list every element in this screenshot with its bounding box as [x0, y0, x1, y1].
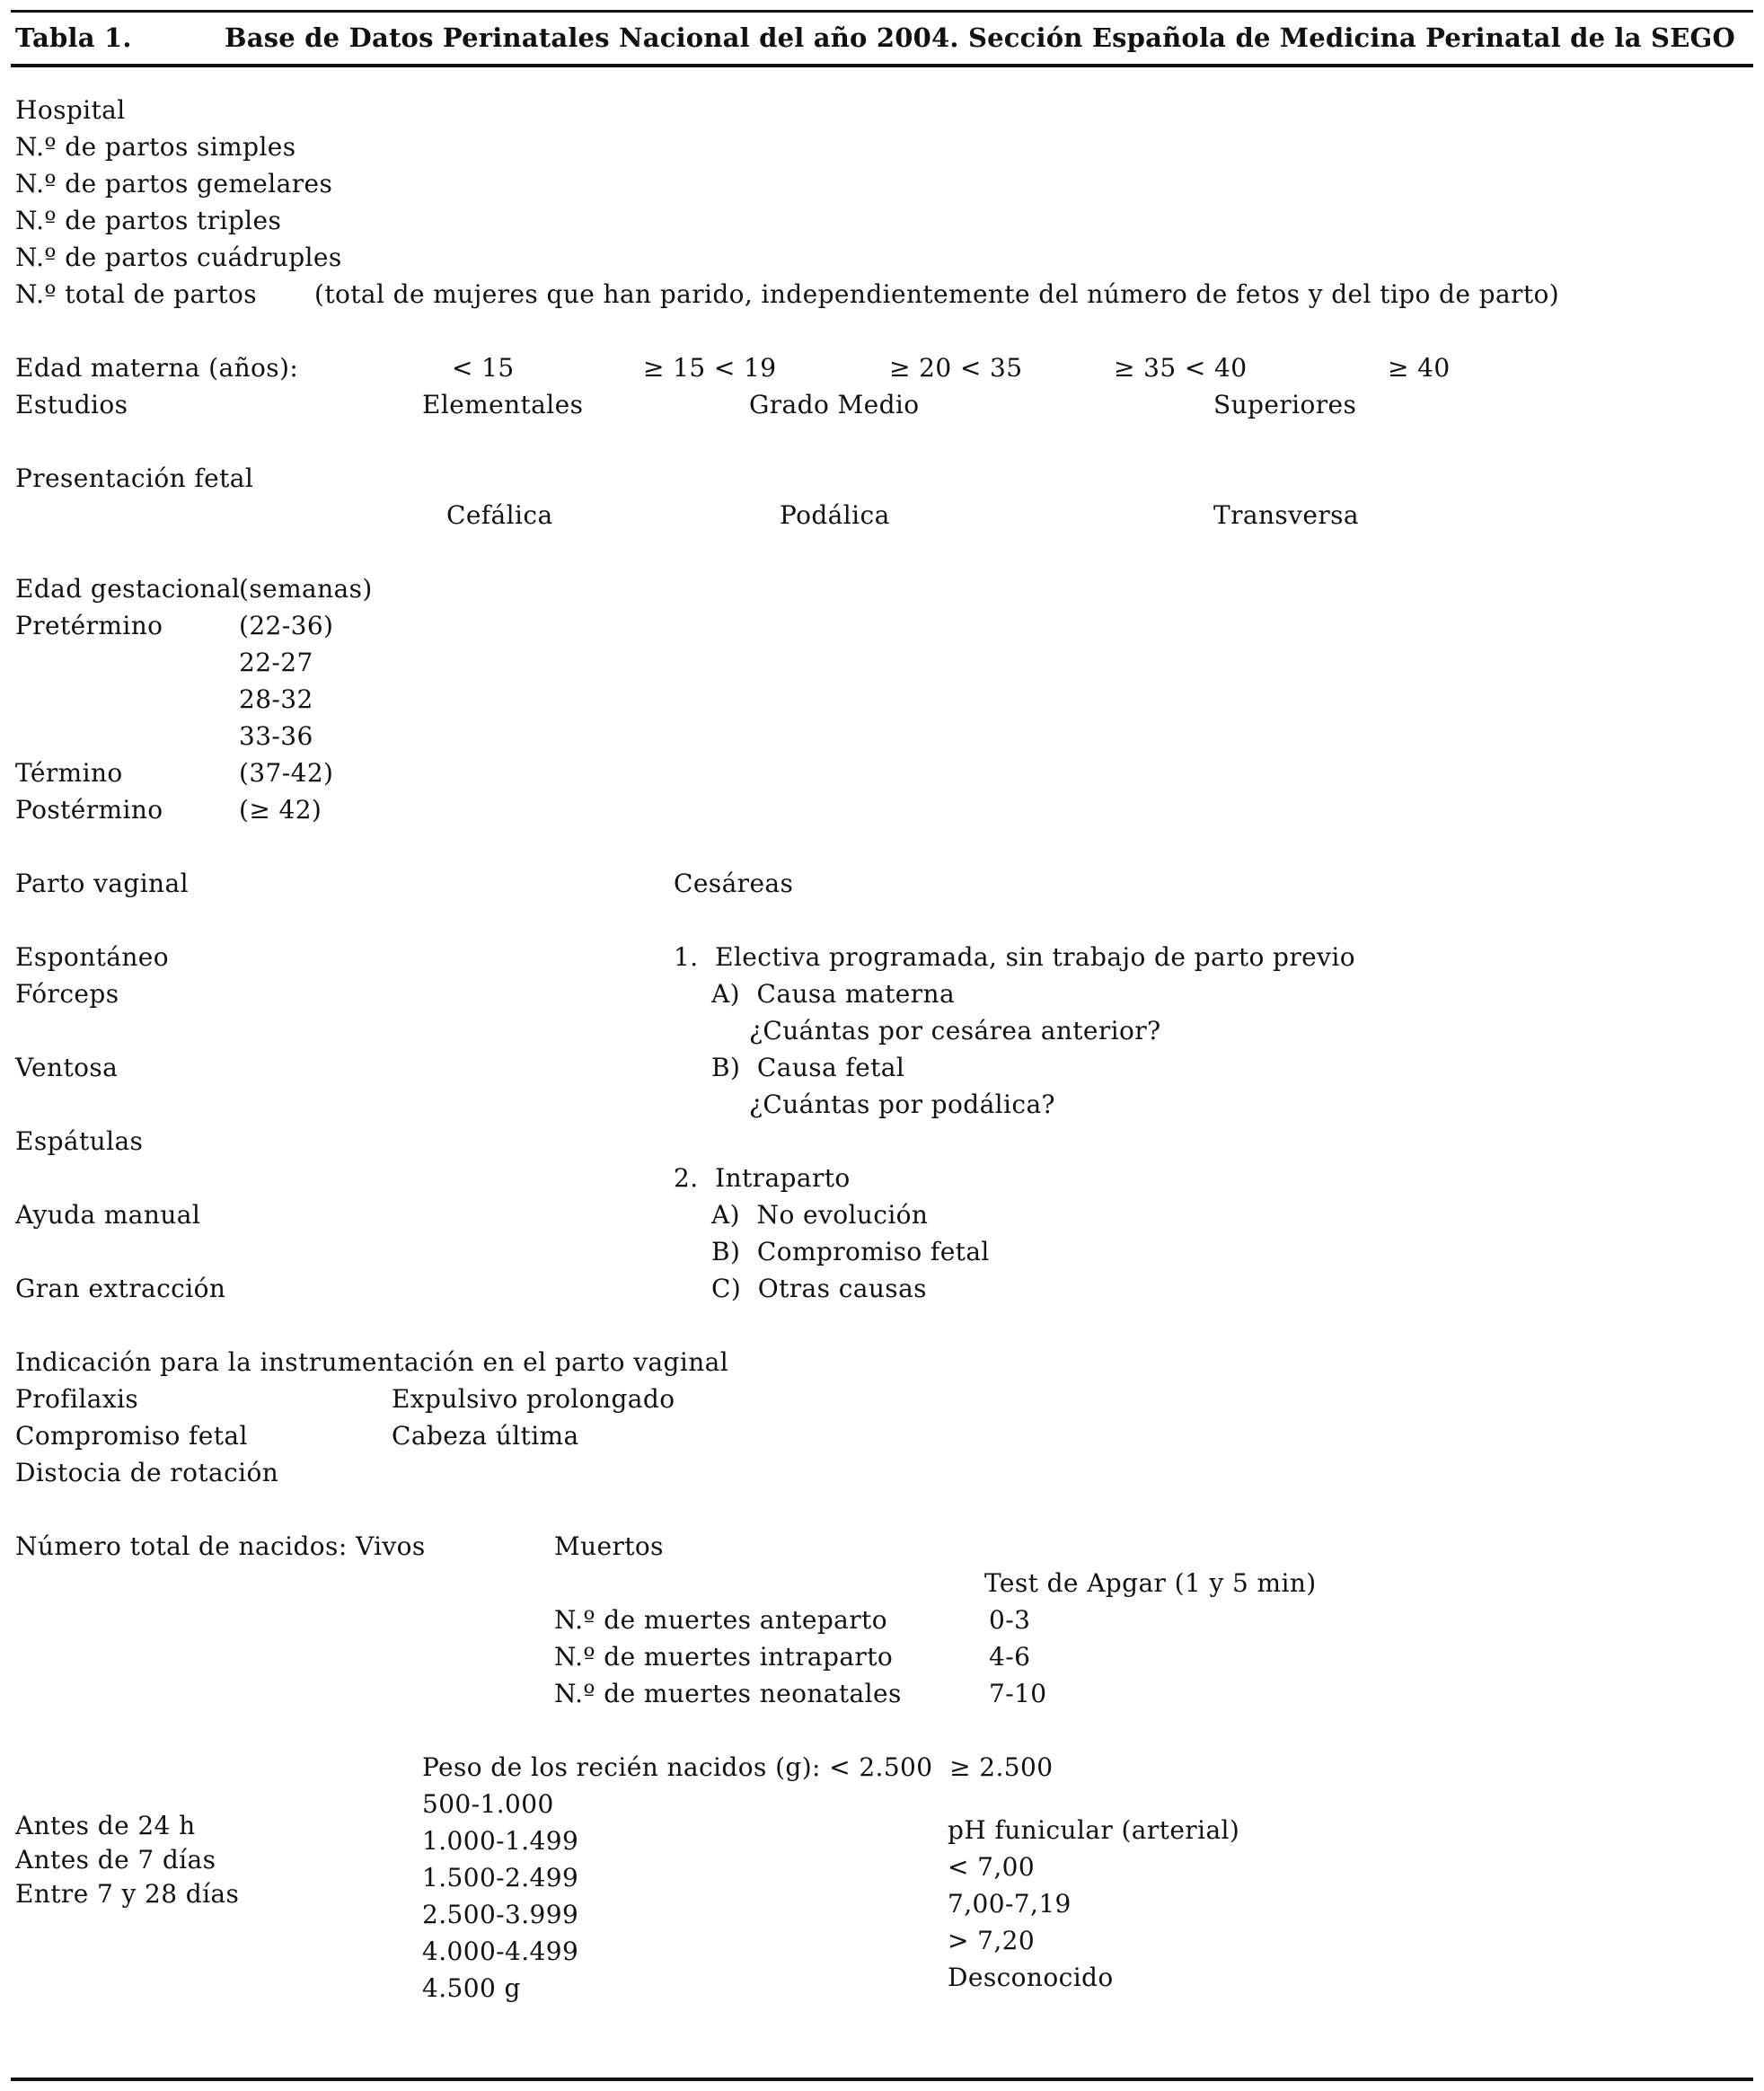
apgar-range: 7-10	[989, 1679, 1047, 1708]
muertes-intraparto: N.º de muertes intraparto	[554, 1642, 894, 1672]
partos-simples: N.º de partos simples	[15, 132, 296, 162]
edad-gestacional-unit: (semanas)	[239, 574, 373, 604]
estudios-option: Superiores	[1213, 390, 1357, 419]
forceps: Fórceps	[15, 979, 119, 1009]
expulsivo-prolongado: Expulsivo prolongado	[392, 1384, 675, 1414]
termino-range: (37-42)	[239, 758, 334, 788]
pretermino-range: (22-36)	[239, 611, 334, 640]
edad-materna-range: ≥ 40	[1388, 353, 1451, 383]
top-rule	[11, 10, 1753, 13]
otras-causas: C) Otras causas	[711, 1274, 927, 1303]
pretermino-label: Pretérmino	[15, 611, 163, 640]
apgar-range: 0-3	[989, 1605, 1031, 1635]
partos-gemelares: N.º de partos gemelares	[15, 169, 333, 199]
peso-range: 4.000-4.499	[422, 1937, 579, 1966]
presentacion-label: Presentación fetal	[15, 463, 254, 493]
entre-7-28-dias: Entre 7 y 28 días	[15, 1879, 240, 1909]
estudios-label: Estudios	[15, 390, 128, 419]
peso-range: 4.500 g	[422, 1973, 521, 2003]
cabeza-ultima: Cabeza última	[392, 1421, 579, 1451]
table-title: Base de Datos Perinatales Nacional del año 2004. Sección Española de Medicina Perinatal de la SEGO	[225, 22, 1735, 53]
cuantas-podalica: ¿Cuántas por podálica?	[749, 1090, 1055, 1119]
pretermino-subrange: 33-36	[239, 721, 313, 751]
nacidos-label: Número total de nacidos: Vivos	[15, 1531, 426, 1561]
espatulas: Espátulas	[15, 1126, 144, 1156]
compromiso-fetal-cesarea: B) Compromiso fetal	[711, 1237, 990, 1266]
pretermino-subrange: 22-27	[239, 648, 313, 677]
ventosa: Ventosa	[15, 1053, 119, 1082]
compromiso-fetal-indicacion: Compromiso fetal	[15, 1421, 248, 1451]
edad-materna-range: ≥ 35 < 40	[1114, 353, 1248, 383]
partos-cuadruples: N.º de partos cuádruples	[15, 243, 342, 272]
distocia-rotacion: Distocia de rotación	[15, 1458, 279, 1487]
ayuda-manual: Ayuda manual	[15, 1200, 201, 1230]
estudios-option: Elementales	[422, 390, 584, 419]
total-partos-note: (total de mujeres que han parido, independientemente del número de fetos y del tipo de parto)	[314, 279, 1560, 309]
ph-range: Desconocido	[948, 1963, 1114, 1992]
header-rule	[11, 64, 1753, 67]
causa-fetal: B) Causa fetal	[711, 1053, 905, 1082]
postermino-range: (≥ 42)	[239, 795, 322, 825]
edad-materna-range: ≥ 20 < 35	[889, 353, 1023, 383]
cuantas-cesarea-anterior: ¿Cuántas por cesárea anterior?	[749, 1016, 1161, 1046]
presentacion-option: Transversa	[1213, 500, 1359, 530]
muertes-neonatales: N.º de muertes neonatales	[554, 1679, 902, 1708]
estudios-option: Grado Medio	[749, 390, 920, 419]
partos-triples: N.º de partos triples	[15, 206, 282, 235]
ph-range: > 7,20	[948, 1926, 1036, 1955]
muertos-label: Muertos	[554, 1531, 664, 1561]
ph-range: 7,00-7,19	[948, 1889, 1072, 1919]
cesareas-label: Cesáreas	[674, 869, 794, 898]
antes-7-dias: Antes de 7 días	[15, 1845, 216, 1875]
edad-materna-range: ≥ 15 < 19	[643, 353, 777, 383]
cesarea-intraparto: 2. Intraparto	[674, 1163, 851, 1193]
cesarea-electiva: 1. Electiva programada, sin trabajo de parto previo	[674, 942, 1355, 972]
gran-extraccion: Gran extracción	[15, 1274, 226, 1303]
postermino-label: Postérmino	[15, 795, 163, 825]
muertes-anteparto: N.º de muertes anteparto	[554, 1605, 887, 1635]
hospital-label: Hospital	[15, 95, 126, 125]
apgar-range: 4-6	[989, 1642, 1031, 1672]
ph-range: < 7,00	[948, 1852, 1036, 1882]
edad-gestacional-label: Edad gestacional	[15, 574, 241, 604]
table-label: Tabla 1.	[15, 22, 132, 53]
parto-vaginal-label: Parto vaginal	[15, 869, 189, 898]
presentacion-option: Podálica	[780, 500, 890, 530]
bottom-rule	[11, 2078, 1753, 2081]
peso-range: 1.000-1.499	[422, 1826, 579, 1856]
pretermino-subrange: 28-32	[239, 684, 313, 714]
profilaxis: Profilaxis	[15, 1384, 139, 1414]
espontaneo: Espontáneo	[15, 942, 170, 972]
peso-label: Peso de los recién nacidos (g): < 2.500 ≥ 2.500	[422, 1752, 1054, 1782]
edad-materna-range: < 15	[452, 353, 515, 383]
causa-materna: A) Causa materna	[711, 979, 956, 1009]
apgar-title: Test de Apgar (1 y 5 min)	[984, 1568, 1317, 1598]
peso-range: 2.500-3.999	[422, 1900, 579, 1929]
edad-materna-label: Edad materna (años):	[15, 353, 299, 383]
ph-label: pH funicular (arterial)	[948, 1815, 1240, 1845]
no-evolucion: A) No evolución	[711, 1200, 929, 1230]
peso-range: 1.500-2.499	[422, 1863, 579, 1892]
indicacion-label: Indicación para la instrumentación en el parto vaginal	[15, 1347, 729, 1377]
total-partos: N.º total de partos	[15, 279, 258, 309]
termino-label: Término	[15, 758, 123, 788]
antes-24h: Antes de 24 h	[15, 1811, 196, 1840]
peso-range: 500-1.000	[422, 1789, 554, 1819]
presentacion-option: Cefálica	[446, 500, 553, 530]
